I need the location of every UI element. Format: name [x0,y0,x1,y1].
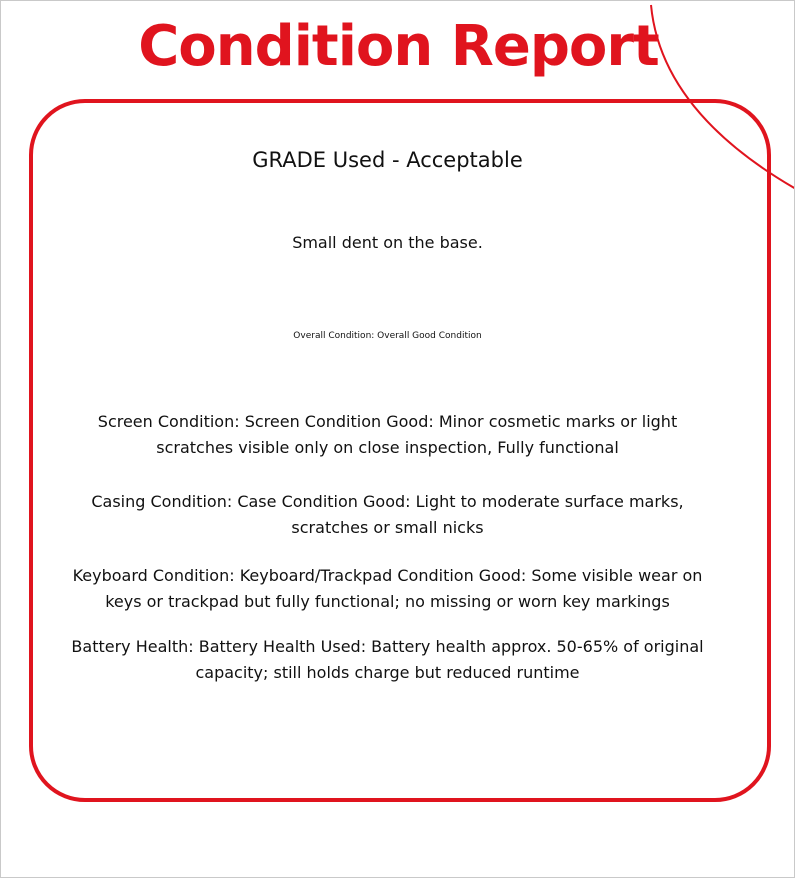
condition-note: Small dent on the base. [292,233,483,252]
screen-condition: Screen Condition: Screen Condition Good: Minor cosmetic marks or light scratches visible only on close inspection, Fully functional [97,412,678,457]
battery-health: Battery Health: Battery Health Used: Battery health approx. 50-65% of original capacity; still holds charge but reduced runtime [71,637,704,682]
keyboard-condition: Keyboard Condition: Keyboard/Trackpad Condition Good: Some visible wear on keys or trackpad but fully functional; no missing or worn key markings [72,566,703,611]
casing-condition: Casing Condition: Case Condition Good: Light to moderate surface marks, scratches or small nicks [91,492,684,537]
report-title: Condition Report [138,14,659,79]
overall-condition: Overall Condition: Overall Good Condition [293,331,482,341]
grade-label: GRADE Used - Acceptable [252,148,523,172]
